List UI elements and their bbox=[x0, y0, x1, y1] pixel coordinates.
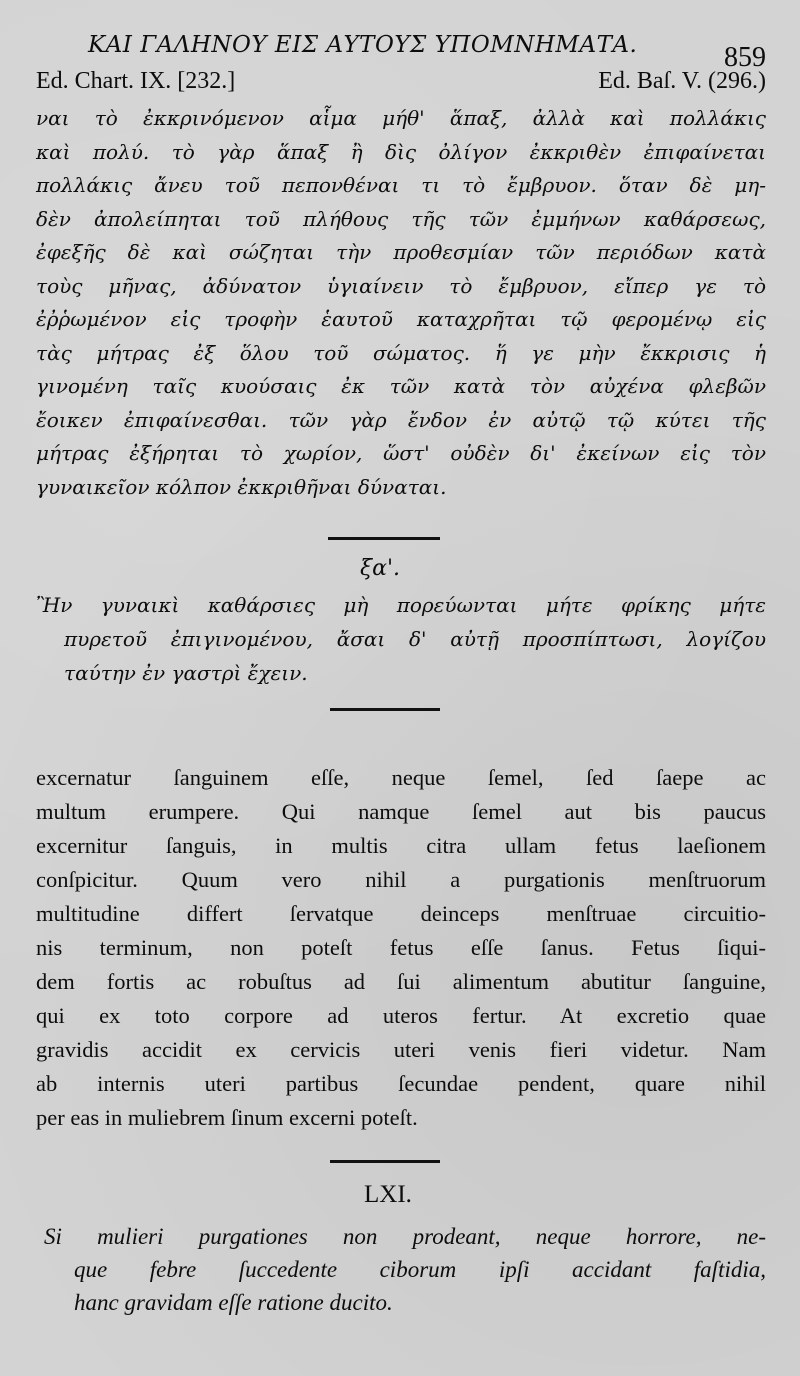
latin-section-number: LXI. bbox=[364, 1181, 412, 1208]
section-divider bbox=[328, 537, 440, 540]
latin-aphorism-line: que febre ſuccedente ciborum ipſi accidant faſtidia, bbox=[74, 1257, 766, 1282]
greek-commentary bbox=[36, 102, 766, 504]
running-head bbox=[0, 26, 800, 73]
greek-aphorism bbox=[36, 588, 766, 690]
latin-commentary-line: excernitur ſanguis, in multis citra ullam fetus laeſionem bbox=[36, 833, 766, 858]
latin-commentary bbox=[36, 761, 766, 1135]
greek-commentary-line: ναι τὸ ἐκκρινόμενον αἷμα μήθ' ἅπαξ, ἀλλὰ καὶ πολλάκις bbox=[36, 106, 766, 130]
latin-commentary-line: nis terminum, non poteſt fetus eſſe ſanus. Fetus ſiqui- bbox=[36, 935, 766, 960]
latin-commentary-line: qui ex toto corpore ad uteros fertur. At excretio quae bbox=[36, 1003, 766, 1028]
greek-commentary-line: μήτρας ἐξήρηται τὸ χωρίον, ὥστ' οὐδὲν δι' ἐκείνων εἰς τὸν bbox=[36, 441, 766, 465]
latin-commentary-line: excernatur ſanguinem eſſe, neque ſemel, ſed ſaepe ac bbox=[36, 765, 766, 790]
section-divider bbox=[330, 1160, 440, 1163]
page-number: 859 bbox=[724, 42, 766, 73]
greek-commentary-line: πολλάκις ἄνευ τοῦ πεπονθέναι τι τὸ ἔμβρυον. ὅταν δὲ μη- bbox=[36, 173, 766, 197]
greek-commentary-line: γινομένη ταῖς κυούσαις ἐκ τῶν κατὰ τὸν αὐχένα φλεβῶν bbox=[36, 374, 766, 398]
latin-commentary-line: multitudine differt ſervatque deinceps menſtruae circuitio- bbox=[36, 901, 766, 926]
latin-aphorism bbox=[44, 1220, 766, 1319]
greek-aphorism-line: πυρετοῦ ἐπιγινομένου, ἄσαι δ' αὐτῇ προσπίπτωσι, λογίζου bbox=[64, 627, 766, 651]
greek-commentary-line: τοὺς μῆνας, ἀδύνατον ὑγιαίνειν τὸ ἔμβρυον, εἴπερ γε τὸ bbox=[36, 273, 766, 298]
section-divider bbox=[330, 708, 440, 711]
greek-commentary-line: ἐῤῥωμένον εἰς τροφὴν ἑαυτοῦ καταχρῆται τῷ φερομένῳ εἰς bbox=[36, 307, 766, 331]
edition-line bbox=[36, 68, 766, 98]
latin-commentary-line: per eas in muliebrem ſinum excerni poteſt. bbox=[36, 1105, 418, 1130]
greek-commentary-line: καὶ πολύ. τὸ γὰρ ἅπαξ ἢ δὶς ὀλίγον ἐκκριθὲν ἐπιφαίνεται bbox=[36, 139, 766, 164]
greek-aphorism-line: Ἢν γυναικὶ καθάρσιες μὴ πορεύωνται μήτε φρίκης μήτε bbox=[36, 593, 766, 617]
greek-commentary-line: δὲν ἀπολείπηται τοῦ πλήθους τῆς τῶν ἐμμήνων καθάρσεως, bbox=[36, 206, 766, 231]
latin-commentary-line: ab internis uteri partibus ſecundae pendent, quare nihil bbox=[36, 1071, 766, 1096]
greek-commentary-line: ἔοικεν ἐπιφαίνεσθαι. τῶν γὰρ ἔνδον ἐν αὐτῷ τῷ κύτει τῆς bbox=[36, 407, 766, 432]
latin-aphorism-line: hanc gravidam eſſe ratione ducito. bbox=[74, 1290, 393, 1315]
latin-commentary-line: dem fortis ac robuſtus ad ſui alimentum abutitur ſanguine, bbox=[36, 969, 766, 994]
latin-commentary-line: conſpicitur. Quum vero nihil a purgationis menſtruorum bbox=[36, 867, 766, 892]
greek-aphorism-line: ταύτην ἐν γαστρὶ ἔχειν. bbox=[64, 661, 308, 685]
greek-commentary-line: τὰς μήτρας ἐξ ὅλου τοῦ σώματος. ἥ γε μὴν ἔκκρισις ἡ bbox=[36, 340, 766, 365]
latin-aphorism-line: Si mulieri purgationes non prodeant, neque horrore, ne- bbox=[44, 1224, 766, 1249]
greek-section-number: ξα'. bbox=[360, 556, 401, 581]
latin-commentary-line: multum erumpere. Qui namque ſemel aut bis paucus bbox=[36, 799, 766, 824]
running-title: ΚΑΙ ΓΑΛΗΝΟΥ ΕΙΣ ΑΥΤΟΥΣ ΥΠΟΜΝΗΜΑΤΑ. bbox=[88, 32, 638, 58]
latin-commentary-line: gravidis accidit ex cervicis uteri venis fieri videtur. Nam bbox=[36, 1037, 766, 1062]
edition-chart-reference: Ed. Chart. IX. [232.] bbox=[36, 68, 236, 94]
edition-basel-reference: Ed. Baſ. V. (296.) bbox=[598, 68, 766, 94]
greek-commentary-line: ἐφεξῆς δὲ καὶ σώζηται τὴν προθεσμίαν τῶν περιόδων κατὰ bbox=[36, 240, 766, 264]
greek-commentary-line: γυναικεῖον κόλπον ἐκκριθῆναι δύναται. bbox=[36, 474, 447, 499]
